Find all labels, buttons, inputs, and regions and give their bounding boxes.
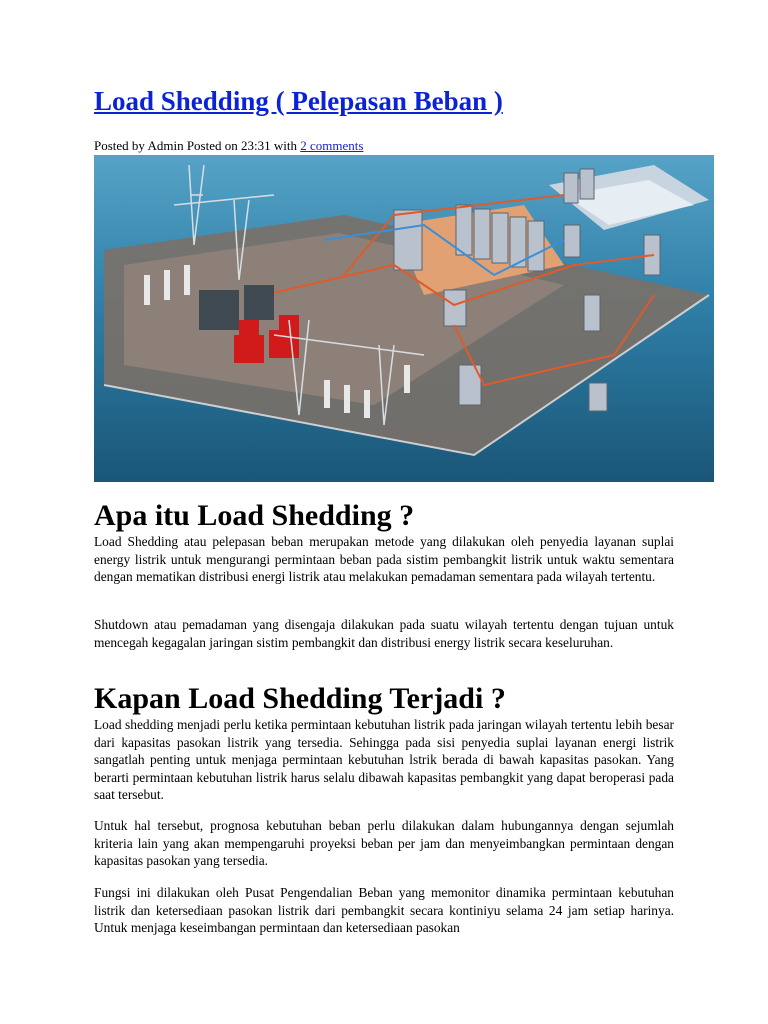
section-heading: Kapan Load Shedding Terjadi ?	[94, 682, 506, 715]
paragraph: Load shedding menjadi perlu ketika permintaan kebutuhan listrik pada jaringan wilayah tertentu lebih besar dari kapasitas pasokan listrik yang tersedia. Sehingga pada sisi penyedia suplai layanan energi listrik sangatlah penting untuk menjaga permintaan kebutuhan lstrik berada di bawah kapasitas pasokan. Yang berarti permintaan kebutuhan listrik harus selalu dibawah kapasitas pembangkit yang dapat beroperasi pada saat tersebut.	[94, 717, 674, 802]
post-meta-text: Posted by Admin Posted on 23:31 with	[94, 138, 301, 153]
section-heading: Apa itu Load Shedding ?	[94, 499, 415, 532]
paragraph: Load Shedding atau pelepasan beban merupakan metode yang dilakukan oleh penyedia layanan suplai energy listrik untuk mengurangi permintaan beban pada sistim pembangkit listrik untuk waktu sementara dengan mematikan distribusi energi listrik atau melakukan pemadaman sementara pada wilayah tertentu.	[94, 534, 674, 584]
paragraph: Untuk hal tersebut, prognosa kebutuhan beban perlu dilakukan dalam hubungannya dengan sejumlah kriteria lain yang akan mempengaruhi proyeksi beban per jam dan menyeimbangkan permintaan dengan kapasitas pasokan yang tersedia.	[94, 818, 674, 868]
substation-illustration	[94, 155, 714, 482]
post-title-link[interactable]: Load Shedding ( Pelepasan Beban )	[94, 86, 503, 116]
power-substation-diagram-icon	[94, 155, 714, 482]
paragraph: Shutdown atau pemadaman yang disengaja dilakukan pada suatu wilayah tertentu dengan tujuan untuk mencegah kegagalan jaringan sistim pembangkit dan distribusi energy listrik secara keseluruhan.	[94, 617, 674, 650]
comments-link[interactable]: 2 comments	[300, 138, 364, 153]
post-meta	[94, 138, 363, 154]
paragraph: Fungsi ini dilakukan oleh Pusat Pengendalian Beban yang memonitor dinamika permintaan kebutuhan listrik dan ketersediaan pasokan listrik dari pembangkit secara kontiniyu selama 24 jam setiap harinya. Untuk menjaga keseimbangan permintaan dan ketersediaan pasokan	[94, 885, 674, 935]
